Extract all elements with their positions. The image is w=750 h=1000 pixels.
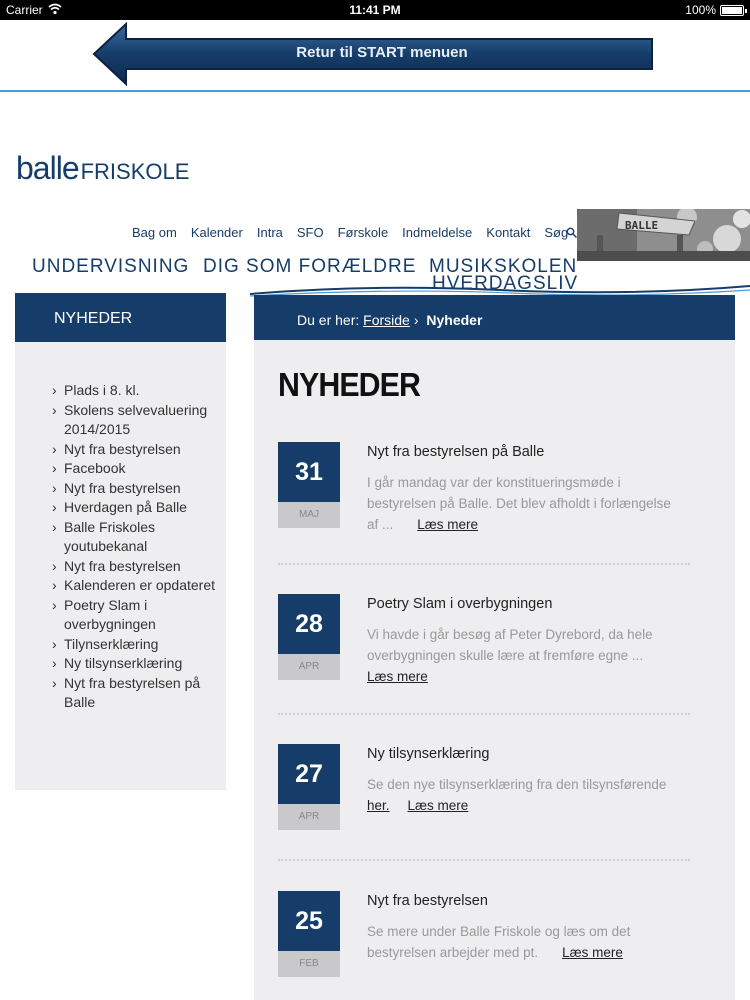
battery-icon [720,5,744,16]
news-excerpt-text: Se mere under Balle Friskole og læs om det bestyrelsen arbejder med pt. [367,924,631,960]
breadcrumb-home-link[interactable]: Forside [363,312,410,328]
news-excerpt-text: I går mandag var der konstitueringsmøde i bestyrelsen på Balle. Det blev afholdt i forlængelse af ... [367,475,671,532]
search-icon[interactable] [566,227,577,238]
date-badge [278,744,340,830]
sidebar-item[interactable]: › Plads i 8. kl. [52,381,222,401]
nav-forskole[interactable]: Førskole [337,225,389,240]
news-excerpt-text: Vi havde i går besøg af Peter Dyrebord, da hele overbygningen skulle lære at fremføre egne ... [367,627,653,663]
date-badge [278,594,340,680]
read-more-link[interactable]: Læs mere [407,798,469,813]
school-sign-photo [577,209,750,261]
sidebar-item[interactable]: › Kalenderen er opdateret [52,576,222,596]
sidebar-item[interactable]: › Hverdagen på Balle [52,498,222,518]
divider [0,90,750,92]
divider [278,563,690,565]
read-more-link[interactable]: Læs mere [367,669,428,684]
news-title[interactable]: Poetry Slam i overbygningen [367,596,553,612]
date-badge [278,891,340,977]
nav-dig-som-foraeldre[interactable]: DIG SOM FORÆLDRE [203,256,417,277]
news-excerpt [367,774,677,816]
breadcrumb-prefix: Du er her: [297,312,360,328]
breadcrumb [254,295,735,340]
nav-intra[interactable]: Intra [256,225,283,240]
sidebar-item[interactable]: › Nyt fra bestyrelsen [52,479,222,499]
sidebar-item[interactable]: › Skolens selvevaluering 2014/2015 [52,401,222,440]
sidebar-item[interactable]: › Facebook [52,459,222,479]
news-item [278,594,698,694]
divider [278,713,690,715]
sidebar-heading: NYHEDER [15,293,226,342]
news-excerpt-text: Se den nye tilsynserklæring fra den tilsynsførende [367,777,667,792]
news-item [278,891,698,991]
carrier-label: Carrier [6,3,43,17]
nav-kontakt[interactable]: Kontakt [486,225,531,240]
page-title: NYHEDER [278,366,421,403]
nav-undervisning[interactable]: UNDERVISNING [32,256,190,277]
news-excerpt [367,624,677,687]
back-to-start-button[interactable] [92,22,654,86]
nav-hverdagsliv[interactable]: HVERDAGSLIV [432,273,579,294]
sidebar-item[interactable]: › Tilynserklæring [52,635,222,655]
clock: 11:41 PM [349,3,401,17]
breadcrumb-separator: › [413,312,419,328]
nav-kalender[interactable]: Kalender [190,225,243,240]
logo-brand: balle [16,150,79,186]
sidebar-item[interactable]: › Nyt fra bestyrelsen [52,557,222,577]
date-day: 31 [278,442,340,502]
news-item [278,442,698,542]
sidebar-item[interactable]: › Nyt fra bestyrelsen på Balle [52,674,222,713]
status-bar [0,0,750,20]
nav-musikskolen[interactable]: MUSIKSKOLEN [429,256,578,277]
date-day: 28 [278,594,340,654]
date-day: 27 [278,744,340,804]
date-month: APR [278,804,340,830]
nav-indmeldelse[interactable]: Indmeldelse [402,225,473,240]
news-title[interactable]: Nyt fra bestyrelsen [367,893,488,909]
sidebar-item[interactable]: › Ny tilsynserklæring [52,654,222,674]
news-title[interactable]: Ny tilsynserklæring [367,746,490,762]
logo-sub: FRISKOLE [80,159,190,184]
date-badge [278,442,340,528]
top-nav [132,225,568,240]
read-more-link[interactable]: Læs mere [417,517,479,532]
sidebar-item[interactable]: › Balle Friskoles youtubekanal [52,518,222,557]
date-month: FEB [278,951,340,977]
photo-sign-text: BALLE [625,219,659,232]
battery-percent: 100% [685,3,716,17]
news-excerpt [367,472,677,535]
nav-sog[interactable]: Søg [544,225,569,240]
her-link[interactable]: her. [367,798,390,813]
sidebar-item[interactable]: › Nyt fra bestyrelsen [52,440,222,460]
sidebar-item[interactable]: › Poetry Slam i overbygningen [52,596,222,635]
news-item [278,744,698,844]
nav-bag-om[interactable]: Bag om [132,225,177,240]
sidebar-news-list [52,381,222,713]
nav-sfo[interactable]: SFO [296,225,324,240]
read-more-link[interactable]: Læs mere [562,945,623,960]
school-logo[interactable] [16,150,189,190]
news-excerpt [367,921,677,963]
back-banner-label: Retur til START menuen [296,44,468,61]
date-month: MAJ [278,502,340,528]
date-month: APR [278,654,340,680]
date-day: 25 [278,891,340,951]
divider [278,859,690,861]
news-title[interactable]: Nyt fra bestyrelsen på Balle [367,444,545,460]
breadcrumb-current: Nyheder [426,312,483,328]
